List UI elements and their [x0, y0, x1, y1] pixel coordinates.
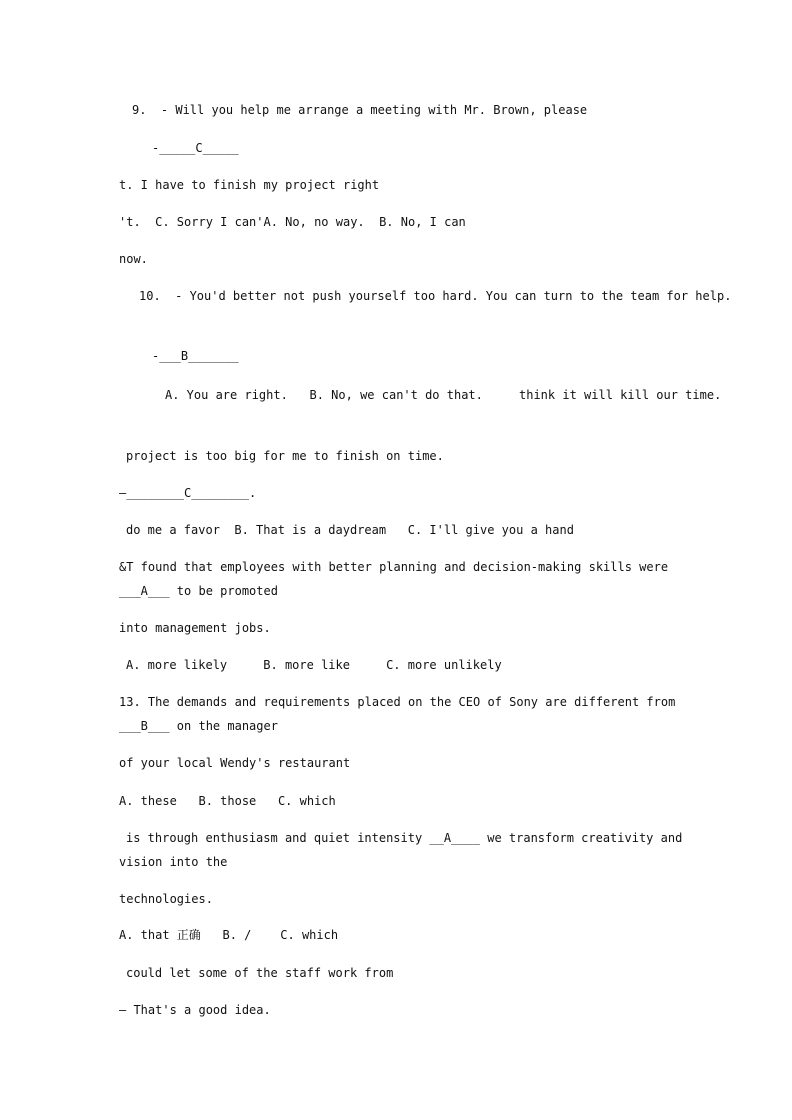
question-12-options: A. more likely B. more like C. more unlikely [126, 658, 502, 672]
question-11-answer: —________C________. [119, 486, 257, 500]
question-10-answer: -___B_______ [152, 349, 239, 363]
question-9-options: 't. C. Sorry I can'A. No, no way. B. No, I can [119, 215, 466, 229]
text-line: of your local Wendy's restaurant [119, 756, 351, 770]
question-11-options: do me a favor B. That is a daydream C. I'll give you a hand [126, 523, 574, 537]
question-14-options: A. that 正确 B. / C. which [119, 928, 339, 942]
question-13-prompt: 13. The demands and requirements placed on the CEO of Sony are different from [119, 695, 676, 709]
text-line: t. I have to finish my project right [119, 178, 380, 192]
question-15-prompt: could let some of the staff work from [126, 966, 394, 980]
text-line: into management jobs. [119, 621, 271, 635]
question-13-options: A. these B. those C. which [119, 794, 336, 808]
question-12-prompt: &T found that employees with better planning and decision-making skills were [119, 560, 669, 574]
question-12-answer: ___A___ to be promoted [119, 584, 278, 598]
question-9-answer: -_____C_____ [152, 141, 239, 155]
question-10-prompt: 10. - You'd better not push yourself too hard. You can turn to the team for help. [139, 289, 732, 303]
question-9-prompt: 9. - Will you help me arrange a meeting with Mr. Brown, please [132, 103, 588, 117]
question-13-answer: ___B___ on the manager [119, 719, 278, 733]
text-line: technologies. [119, 892, 213, 906]
text-line: vision into the [119, 855, 228, 869]
question-11-prompt: project is too big for me to finish on time. [126, 449, 444, 463]
question-14-prompt: is through enthusiasm and quiet intensity __A____ we transform creativity and [126, 831, 683, 845]
text-line: now. [119, 252, 148, 266]
question-15-answer: — That's a good idea. [119, 1003, 271, 1017]
question-10-options: A. You are right. B. No, we can't do that. think it will kill our time. [165, 388, 722, 402]
